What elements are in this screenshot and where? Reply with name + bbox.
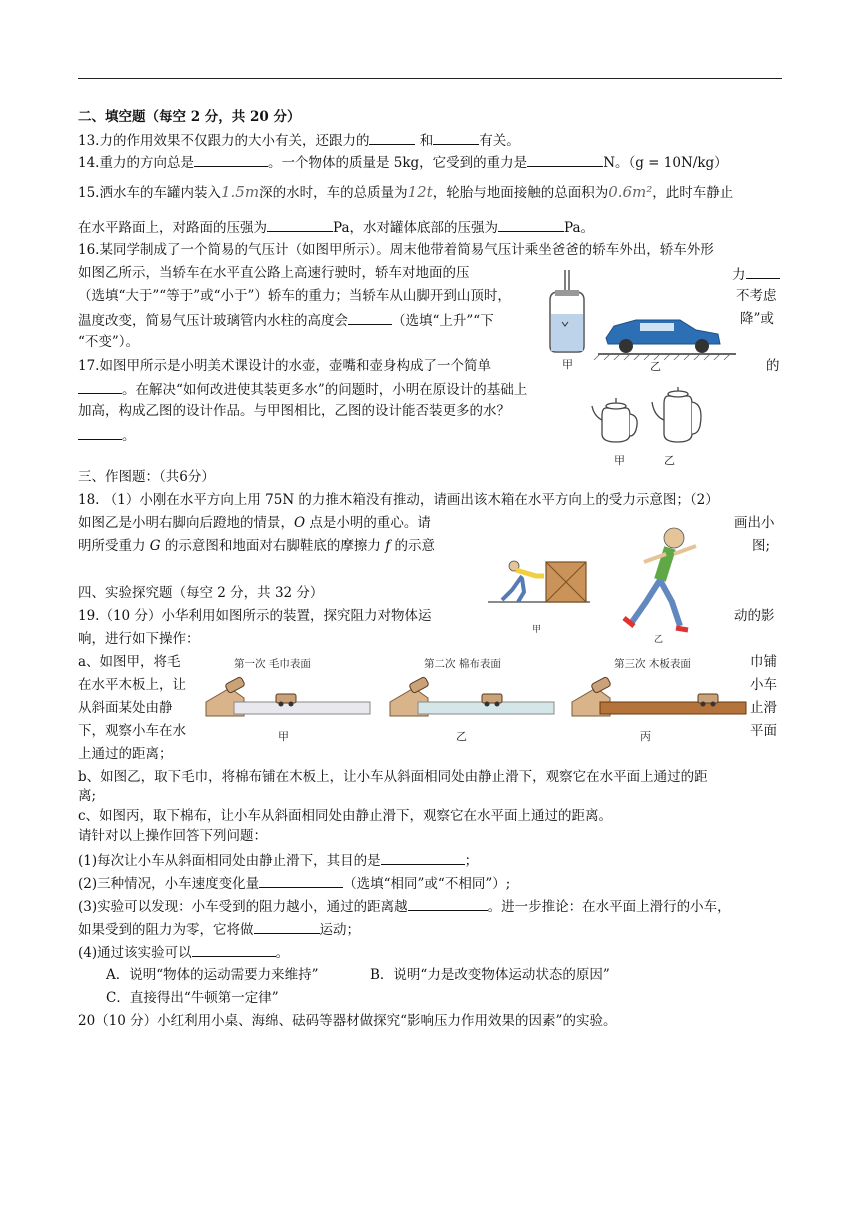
- depth-value: 1.5m: [220, 183, 260, 201]
- question-16-line3-right: 不考虑: [736, 288, 777, 304]
- wood-setup: [572, 676, 746, 716]
- blank-14b[interactable]: [527, 152, 603, 167]
- question-17-line4: 。: [78, 425, 136, 445]
- question-19-part2: (2)三种情况，小车速度变化量 （选填“相同”或“不相同”）;: [78, 873, 510, 893]
- step-a-line3: 从斜面某处由静: [78, 700, 173, 716]
- figure-17-label-yi: 乙: [664, 454, 675, 467]
- blank-19-4[interactable]: [192, 942, 276, 957]
- blank-13b[interactable]: [433, 130, 479, 145]
- step-a-right1: 巾铺: [750, 654, 777, 670]
- barometer-bottle: [550, 270, 584, 352]
- option-c[interactable]: C．直接得出“牛顿第一定律”: [106, 990, 279, 1006]
- question-16-line5: “不变”）。: [78, 334, 140, 350]
- teapots-figure: [588, 386, 718, 448]
- surface-label-wood: 第三次 木板表面: [614, 658, 691, 670]
- section-4-title: 四、实验探究题（每空 2 分，共 32 分）: [78, 585, 324, 601]
- step-a-right3: 止滑: [750, 700, 777, 716]
- step-b-line2: 离;: [78, 788, 97, 804]
- blank-19-3b[interactable]: [254, 919, 320, 934]
- blank-16a[interactable]: [746, 264, 780, 279]
- cloth-setup: [390, 676, 554, 716]
- teapot-jia: [592, 398, 637, 442]
- question-19-part3a: (3)实验可以发现：小车受到的阻力越小，通过的距离越 。进一步推论：在水平面上滑行的小车，: [78, 896, 731, 916]
- question-18-line1: 18. （1）小刚在水平方向上用 75N 的力推木箱没有推动，请画出该木箱在水平方向上的受力示意图；（2）: [78, 492, 719, 508]
- option-a[interactable]: A．说明“物体的运动需要力来维持”: [106, 967, 319, 983]
- blank-15b[interactable]: [498, 217, 564, 232]
- push-box-runner-figure: [484, 518, 724, 644]
- question-17-line2: 。在解决“如何改进使其装更多水”的问题时，小明在原设计的基础上: [78, 379, 527, 399]
- question-16-line4: 温度改变，简易气压计玻璃管内水柱的高度会 （选填“上升”“下: [78, 310, 494, 330]
- surface-label-towel: 第一次 毛巾表面: [234, 658, 311, 670]
- incline-label-bing: 丙: [640, 730, 651, 743]
- question-18-line2-right: 画出小: [734, 515, 775, 531]
- step-a-line4: 下，观察小车在水: [78, 723, 186, 739]
- step-a-right4: 平面: [750, 723, 777, 739]
- step-a-line1: a、如图甲，将毛: [78, 654, 181, 670]
- blank-19-1[interactable]: [381, 850, 465, 865]
- step-c-line1: c、如图丙，取下棉布，让小车从斜面相同处由静止滑下，观察它在水平面上通过的距离。: [78, 808, 613, 824]
- step-a-line2: 在水平木板上，让: [78, 677, 186, 693]
- blank-19-2[interactable]: [259, 873, 343, 888]
- step-a-line5: 上通过的距离；: [78, 746, 173, 762]
- section-2-title: 二、填空题（每空 2 分，共 20 分）: [78, 109, 301, 125]
- question-15-line2: 在水平路面上，对路面的压强为 Pa，水对罐体底部的压强为 Pa。: [78, 217, 594, 237]
- incline-experiment-figure: [204, 672, 750, 724]
- incline-label-jia: 甲: [278, 730, 289, 743]
- question-19-line1-right: 动的影: [734, 608, 775, 624]
- area-value: 0.6m²: [608, 183, 653, 201]
- header-rule: [78, 78, 782, 79]
- surface-label-cloth: 第二次 棉布表面: [424, 658, 501, 670]
- figure-18-label-yi: 乙: [654, 635, 664, 645]
- question-16-line2: 如图乙所示，当轿车在水平直公路上高速行驶时，轿车对地面的压: [78, 265, 470, 281]
- figure-18-label-jia: 甲: [532, 625, 542, 635]
- figure-16-label-jia: 甲: [562, 358, 573, 371]
- question-18-line2: 如图乙是小明右脚向后蹬地的情景，O 点是小明的重心。请: [78, 515, 431, 531]
- question-18-line3: 明所受重力 G 的示意图和地面对右脚鞋底的摩擦力 f 的示意: [78, 538, 435, 554]
- blank-13a[interactable]: [369, 130, 415, 145]
- question-16-line3: （选填“大于”“等于”或“小于”）轿车的重力；当轿车从山脚开到山顶时，: [78, 288, 511, 304]
- blank-17b[interactable]: [78, 425, 122, 440]
- question-16-line4-right: 降”或: [740, 311, 774, 327]
- step-a-right2: 小车: [750, 677, 777, 693]
- question-16-line2-right: 力: [732, 264, 780, 284]
- boy-pushing-box: [488, 561, 590, 602]
- teapot-yi: [652, 387, 701, 442]
- question-16-line1: 16.某同学制成了一个简易的气压计（如图甲所示）。周末他带着简易气压计乘坐爸爸的轿车外出，轿车外形: [78, 242, 714, 258]
- question-18-line3-right: 图;: [752, 538, 771, 554]
- question-19-part3b: 如果受到的阻力为零，它将做 运动；: [78, 919, 360, 939]
- question-19-line2: 响，进行如下操作：: [78, 631, 200, 647]
- car-figure: [594, 320, 736, 360]
- question-20: 20（10 分）小红利用小桌、海绵、砝码等器材做探究“影响压力作用效果的因素”的实验。: [78, 1013, 617, 1029]
- question-14: 14.重力的方向总是 。一个物体的质量是 5kg，它受到的重力是 N。（g = 10N/kg）: [78, 152, 728, 172]
- blank-16b[interactable]: [348, 310, 392, 325]
- question-17-line1: 17.如图甲所示是小明美术课设计的水壶，壶嘴和壶身构成了一个简单: [78, 358, 491, 374]
- towel-setup: [206, 676, 370, 716]
- option-b[interactable]: B．说明“力是改变物体运动状态的原因”: [370, 967, 610, 983]
- boy-running: [624, 528, 696, 630]
- question-19-prompt: 请针对以上操作回答下列问题：: [78, 828, 267, 844]
- blank-19-3a[interactable]: [408, 896, 488, 911]
- figure-17-label-jia: 甲: [614, 454, 625, 467]
- blank-15a[interactable]: [267, 217, 333, 232]
- step-b-line1: b、如图乙，取下毛巾，将棉布铺在木板上，让小车从斜面相同处由静止滑下，观察它在水平面上通过的距: [78, 769, 708, 785]
- question-13: 13.力的作用效果不仅跟力的大小有关，还跟力的 和 有关。: [78, 130, 520, 150]
- question-19-line1: 19.（10 分）小华利用如图所示的装置，探究阻力对物体运: [78, 608, 432, 624]
- blank-17a[interactable]: [78, 379, 122, 394]
- mass-value: 12t: [407, 183, 433, 201]
- incline-label-yi: 乙: [456, 730, 467, 743]
- question-19-part1: (1)每次让小车从斜面相同处由静止滑下，其目的是 ；: [78, 850, 478, 870]
- section-3-title: 三、作图题：（共6分）: [78, 469, 215, 485]
- question-17-line1-right: 的: [766, 358, 780, 374]
- question-15-line1: 15.洒水车的车罐内装入1.5m深的水时，车的总质量为12t，轮胎与地面接触的总面积为0.6m²，此时车静止: [78, 183, 734, 201]
- blank-14a[interactable]: [194, 152, 268, 167]
- question-17-line3: 加高，构成乙图的设计作品。与甲图相比，乙图的设计能否装更多的水？: [78, 403, 510, 419]
- figure-16-label-yi: 乙: [650, 360, 661, 373]
- question-19-part4: (4)通过该实验可以 。: [78, 942, 289, 962]
